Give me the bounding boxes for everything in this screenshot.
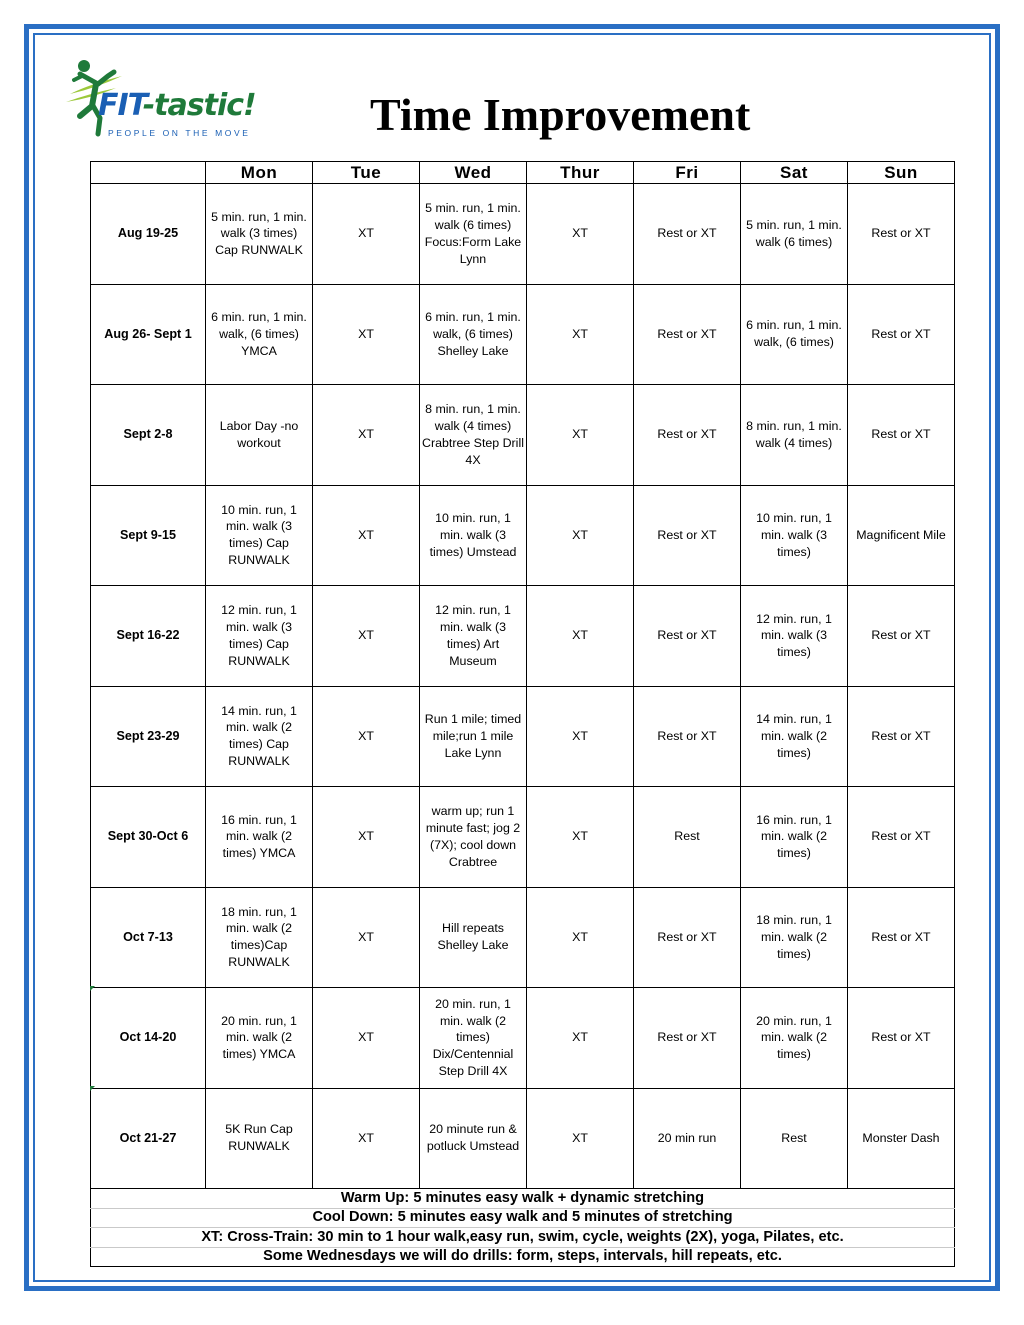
brand-tagline: PEOPLE ON THE MOVE — [108, 128, 251, 138]
cell-sat: 8 min. run, 1 min. walk (4 times) — [741, 385, 848, 486]
cell-fri: Rest or XT — [634, 385, 741, 486]
cell-mon: 18 min. run, 1 min. walk (2 times)Cap RUNWALK — [206, 887, 313, 988]
cell-thur: XT — [527, 1088, 634, 1189]
cell-week: Sept 23-29 — [91, 686, 206, 787]
cell-sun: Rest or XT — [848, 586, 955, 687]
cell-wed: 10 min. run, 1 min. walk (3 times) Umstead — [420, 485, 527, 586]
cell-sat: Rest — [741, 1088, 848, 1189]
cell-wed: 6 min. run, 1 min. walk, (6 times) Shelley Lake — [420, 284, 527, 385]
cell-mon: 20 min. run, 1 min. walk (2 times) YMCA — [206, 988, 313, 1089]
cell-sun: Rest or XT — [848, 988, 955, 1089]
cell-tue: XT — [313, 184, 420, 285]
cell-mon: 5K Run Cap RUNWALK — [206, 1088, 313, 1189]
cell-wed: 20 min. run, 1 min. walk (2 times) Dix/Centennial Step Drill 4X — [420, 988, 527, 1089]
cell-thur: XT — [527, 184, 634, 285]
note-row — [91, 1247, 955, 1267]
cell-sun: Rest or XT — [848, 284, 955, 385]
cell-comment-marker — [90, 986, 95, 991]
header-mon: Mon — [206, 162, 313, 184]
cell-sat: 6 min. run, 1 min. walk, (6 times) — [741, 284, 848, 385]
cell-tue: XT — [313, 686, 420, 787]
cell-thur: XT — [527, 787, 634, 888]
table-row — [91, 385, 955, 486]
cell-tue: XT — [313, 787, 420, 888]
cell-wed: 20 minute run & potluck Umstead — [420, 1088, 527, 1189]
cell-thur: XT — [527, 887, 634, 988]
cell-mon: 16 min. run, 1 min. walk (2 times) YMCA — [206, 787, 313, 888]
cell-thur: XT — [527, 988, 634, 1089]
cell-week: Sept 16-22 — [91, 586, 206, 687]
cell-week: Sept 2-8 — [91, 385, 206, 486]
cell-fri: Rest or XT — [634, 284, 741, 385]
table-row — [91, 988, 955, 1089]
note-cool-down: Cool Down: 5 minutes easy walk and 5 minutes of stretching — [91, 1208, 955, 1228]
brand-logo — [62, 54, 282, 146]
cell-thur: XT — [527, 586, 634, 687]
cell-sun: Monster Dash — [848, 1088, 955, 1189]
cell-thur: XT — [527, 284, 634, 385]
table-row — [91, 686, 955, 787]
cell-fri: 20 min run — [634, 1088, 741, 1189]
table-row — [91, 1088, 955, 1189]
cell-fri: Rest — [634, 787, 741, 888]
cell-tue: XT — [313, 284, 420, 385]
cell-fri: Rest or XT — [634, 586, 741, 687]
cell-mon: 6 min. run, 1 min. walk, (6 times) YMCA — [206, 284, 313, 385]
cell-sun: Rest or XT — [848, 385, 955, 486]
cell-week: Aug 26- Sept 1 — [91, 284, 206, 385]
cell-mon: 5 min. run, 1 min. walk (3 times) Cap RUNWALK — [206, 184, 313, 285]
header-row — [91, 162, 955, 184]
cell-tue: XT — [313, 385, 420, 486]
note-row — [91, 1208, 955, 1228]
cell-mon: 10 min. run, 1 min. walk (3 times) Cap RUNWALK — [206, 485, 313, 586]
cell-tue: XT — [313, 887, 420, 988]
cell-comment-marker — [90, 1086, 95, 1091]
cell-week: Aug 19-25 — [91, 184, 206, 285]
cell-sat: 10 min. run, 1 min. walk (3 times) — [741, 485, 848, 586]
cell-fri: Rest or XT — [634, 686, 741, 787]
cell-week: Oct 14-20 — [91, 988, 206, 1089]
table-row — [91, 485, 955, 586]
cell-wed: Hill repeats Shelley Lake — [420, 887, 527, 988]
note-warm-up: Warm Up: 5 minutes easy walk + dynamic stretching — [91, 1189, 955, 1209]
note-cross-train: XT: Cross-Train: 30 min to 1 hour walk,easy run, swim, cycle, weights (2X), yoga, Pilates, etc. — [91, 1228, 955, 1248]
cell-tue: XT — [313, 586, 420, 687]
cell-tue: XT — [313, 988, 420, 1089]
header-wed: Wed — [420, 162, 527, 184]
cell-sun: Rest or XT — [848, 787, 955, 888]
table-row — [91, 787, 955, 888]
cell-sun: Magnificent Mile — [848, 485, 955, 586]
cell-mon: 12 min. run, 1 min. walk (3 times) Cap RUNWALK — [206, 586, 313, 687]
table-row — [91, 284, 955, 385]
cell-mon: Labor Day -no workout — [206, 385, 313, 486]
cell-wed: Run 1 mile; timed mile;run 1 mile Lake Lynn — [420, 686, 527, 787]
cell-sat: 18 min. run, 1 min. walk (2 times) — [741, 887, 848, 988]
schedule-body — [91, 184, 955, 1189]
cell-thur: XT — [527, 485, 634, 586]
header-sun: Sun — [848, 162, 955, 184]
cell-sat: 14 min. run, 1 min. walk (2 times) — [741, 686, 848, 787]
header-thur: Thur — [527, 162, 634, 184]
header-fri: Fri — [634, 162, 741, 184]
cell-mon: 14 min. run, 1 min. walk (2 times) Cap RUNWALK — [206, 686, 313, 787]
header-tue: Tue — [313, 162, 420, 184]
cell-fri: Rest or XT — [634, 887, 741, 988]
brand-name — [98, 88, 256, 123]
cell-week: Sept 9-15 — [91, 485, 206, 586]
cell-sat: 16 min. run, 1 min. walk (2 times) — [741, 787, 848, 888]
cell-tue: XT — [313, 1088, 420, 1189]
cell-week: Oct 7-13 — [91, 887, 206, 988]
header-week — [91, 162, 206, 184]
cell-sat: 5 min. run, 1 min. walk (6 times) — [741, 184, 848, 285]
cell-thur: XT — [527, 686, 634, 787]
note-drills: Some Wednesdays we will do drills: form, steps, intervals, hill repeats, etc. — [91, 1247, 955, 1267]
cell-sun: Rest or XT — [848, 686, 955, 787]
note-row — [91, 1189, 955, 1209]
cell-fri: Rest or XT — [634, 184, 741, 285]
cell-sun: Rest or XT — [848, 887, 955, 988]
cell-wed: 12 min. run, 1 min. walk (3 times) Art Museum — [420, 586, 527, 687]
schedule-table — [90, 161, 955, 1267]
table-row — [91, 887, 955, 988]
header-sat: Sat — [741, 162, 848, 184]
cell-sat: 12 min. run, 1 min. walk (3 times) — [741, 586, 848, 687]
table-row — [91, 586, 955, 687]
cell-tue: XT — [313, 485, 420, 586]
cell-week: Oct 21-27 — [91, 1088, 206, 1189]
note-row — [91, 1228, 955, 1248]
cell-week: Sept 30-Oct 6 — [91, 787, 206, 888]
brand-name-text: FIT-tastic! — [98, 88, 256, 123]
cell-sat: 20 min. run, 1 min. walk (2 times) — [741, 988, 848, 1089]
cell-sun: Rest or XT — [848, 184, 955, 285]
cell-wed: warm up; run 1 minute fast; jog 2 (7X); cool down Crabtree — [420, 787, 527, 888]
cell-wed: 5 min. run, 1 min. walk (6 times) Focus:Form Lake Lynn — [420, 184, 527, 285]
table-row — [91, 184, 955, 285]
cell-fri: Rest or XT — [634, 988, 741, 1089]
cell-thur: XT — [527, 385, 634, 486]
page-title: Time Improvement — [370, 89, 751, 140]
cell-fri: Rest or XT — [634, 485, 741, 586]
cell-wed: 8 min. run, 1 min. walk (4 times) Crabtree Step Drill 4X — [420, 385, 527, 486]
